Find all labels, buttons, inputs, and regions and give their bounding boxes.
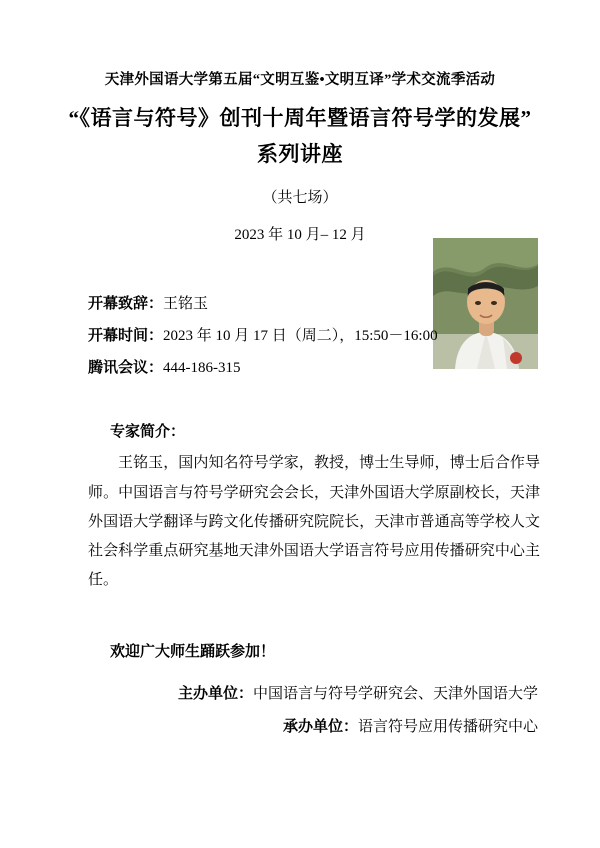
document-footer bbox=[62, 678, 538, 744]
info-value-meeting-id: 444-186-315 bbox=[163, 360, 241, 377]
expert-bio-text: 王铭玉，国内知名符号学家，教授，博士生导师，博士后合作导师。中国语言与符号学研究会会长，天津外国语大学原副校长，天津外国语大学翻译与跨文化传播研究院院长，天津市普通高等学校人文社会科学重点研究基地天津外国语大学语言符号应用传播研究中心主任。 bbox=[88, 455, 540, 589]
event-info-block bbox=[88, 288, 538, 385]
document-title-line-2: 系列讲座 bbox=[257, 142, 343, 167]
info-row-opening-time bbox=[88, 320, 538, 352]
date-range: 2023 年 10 月– 12 月 bbox=[234, 226, 366, 243]
footer-label-co-organizer: 承办单位： bbox=[282, 719, 358, 735]
footer-value-organizer: 中国语言与符号学研究会、天津外国语大学 bbox=[252, 686, 538, 702]
info-value-opening-time: 2023 年 10 月 17 日（周二），15:50－16:00 bbox=[163, 327, 438, 344]
info-row-opening-speech bbox=[88, 288, 538, 320]
document-header-line: 天津外国语大学第五届“文明互鉴•文明互译”学术交流季活动 bbox=[104, 72, 496, 88]
welcome-text: 欢迎广大师生踊跃参加！ bbox=[110, 643, 276, 660]
info-label-opening-time: 开幕时间： bbox=[88, 327, 164, 344]
footer-label-organizer: 主办单位： bbox=[177, 686, 253, 702]
expert-section-title: 专家简介： bbox=[110, 424, 186, 441]
info-label-meeting-id: 腾讯会议： bbox=[88, 360, 164, 377]
footer-row-co-organizer bbox=[62, 711, 538, 744]
session-count: （共七场） bbox=[262, 189, 338, 206]
document-title-line-1: “《语言与符号》创刊十周年暨语言符号学的发展” bbox=[68, 105, 532, 130]
info-row-meeting-id bbox=[88, 352, 538, 384]
footer-row-organizer bbox=[62, 678, 538, 711]
info-label-opening-speech: 开幕致辞： bbox=[88, 295, 164, 312]
info-value-opening-speech: 王铭玉 bbox=[163, 295, 209, 312]
footer-value-co-organizer: 语言符号应用传播研究中心 bbox=[357, 719, 538, 735]
